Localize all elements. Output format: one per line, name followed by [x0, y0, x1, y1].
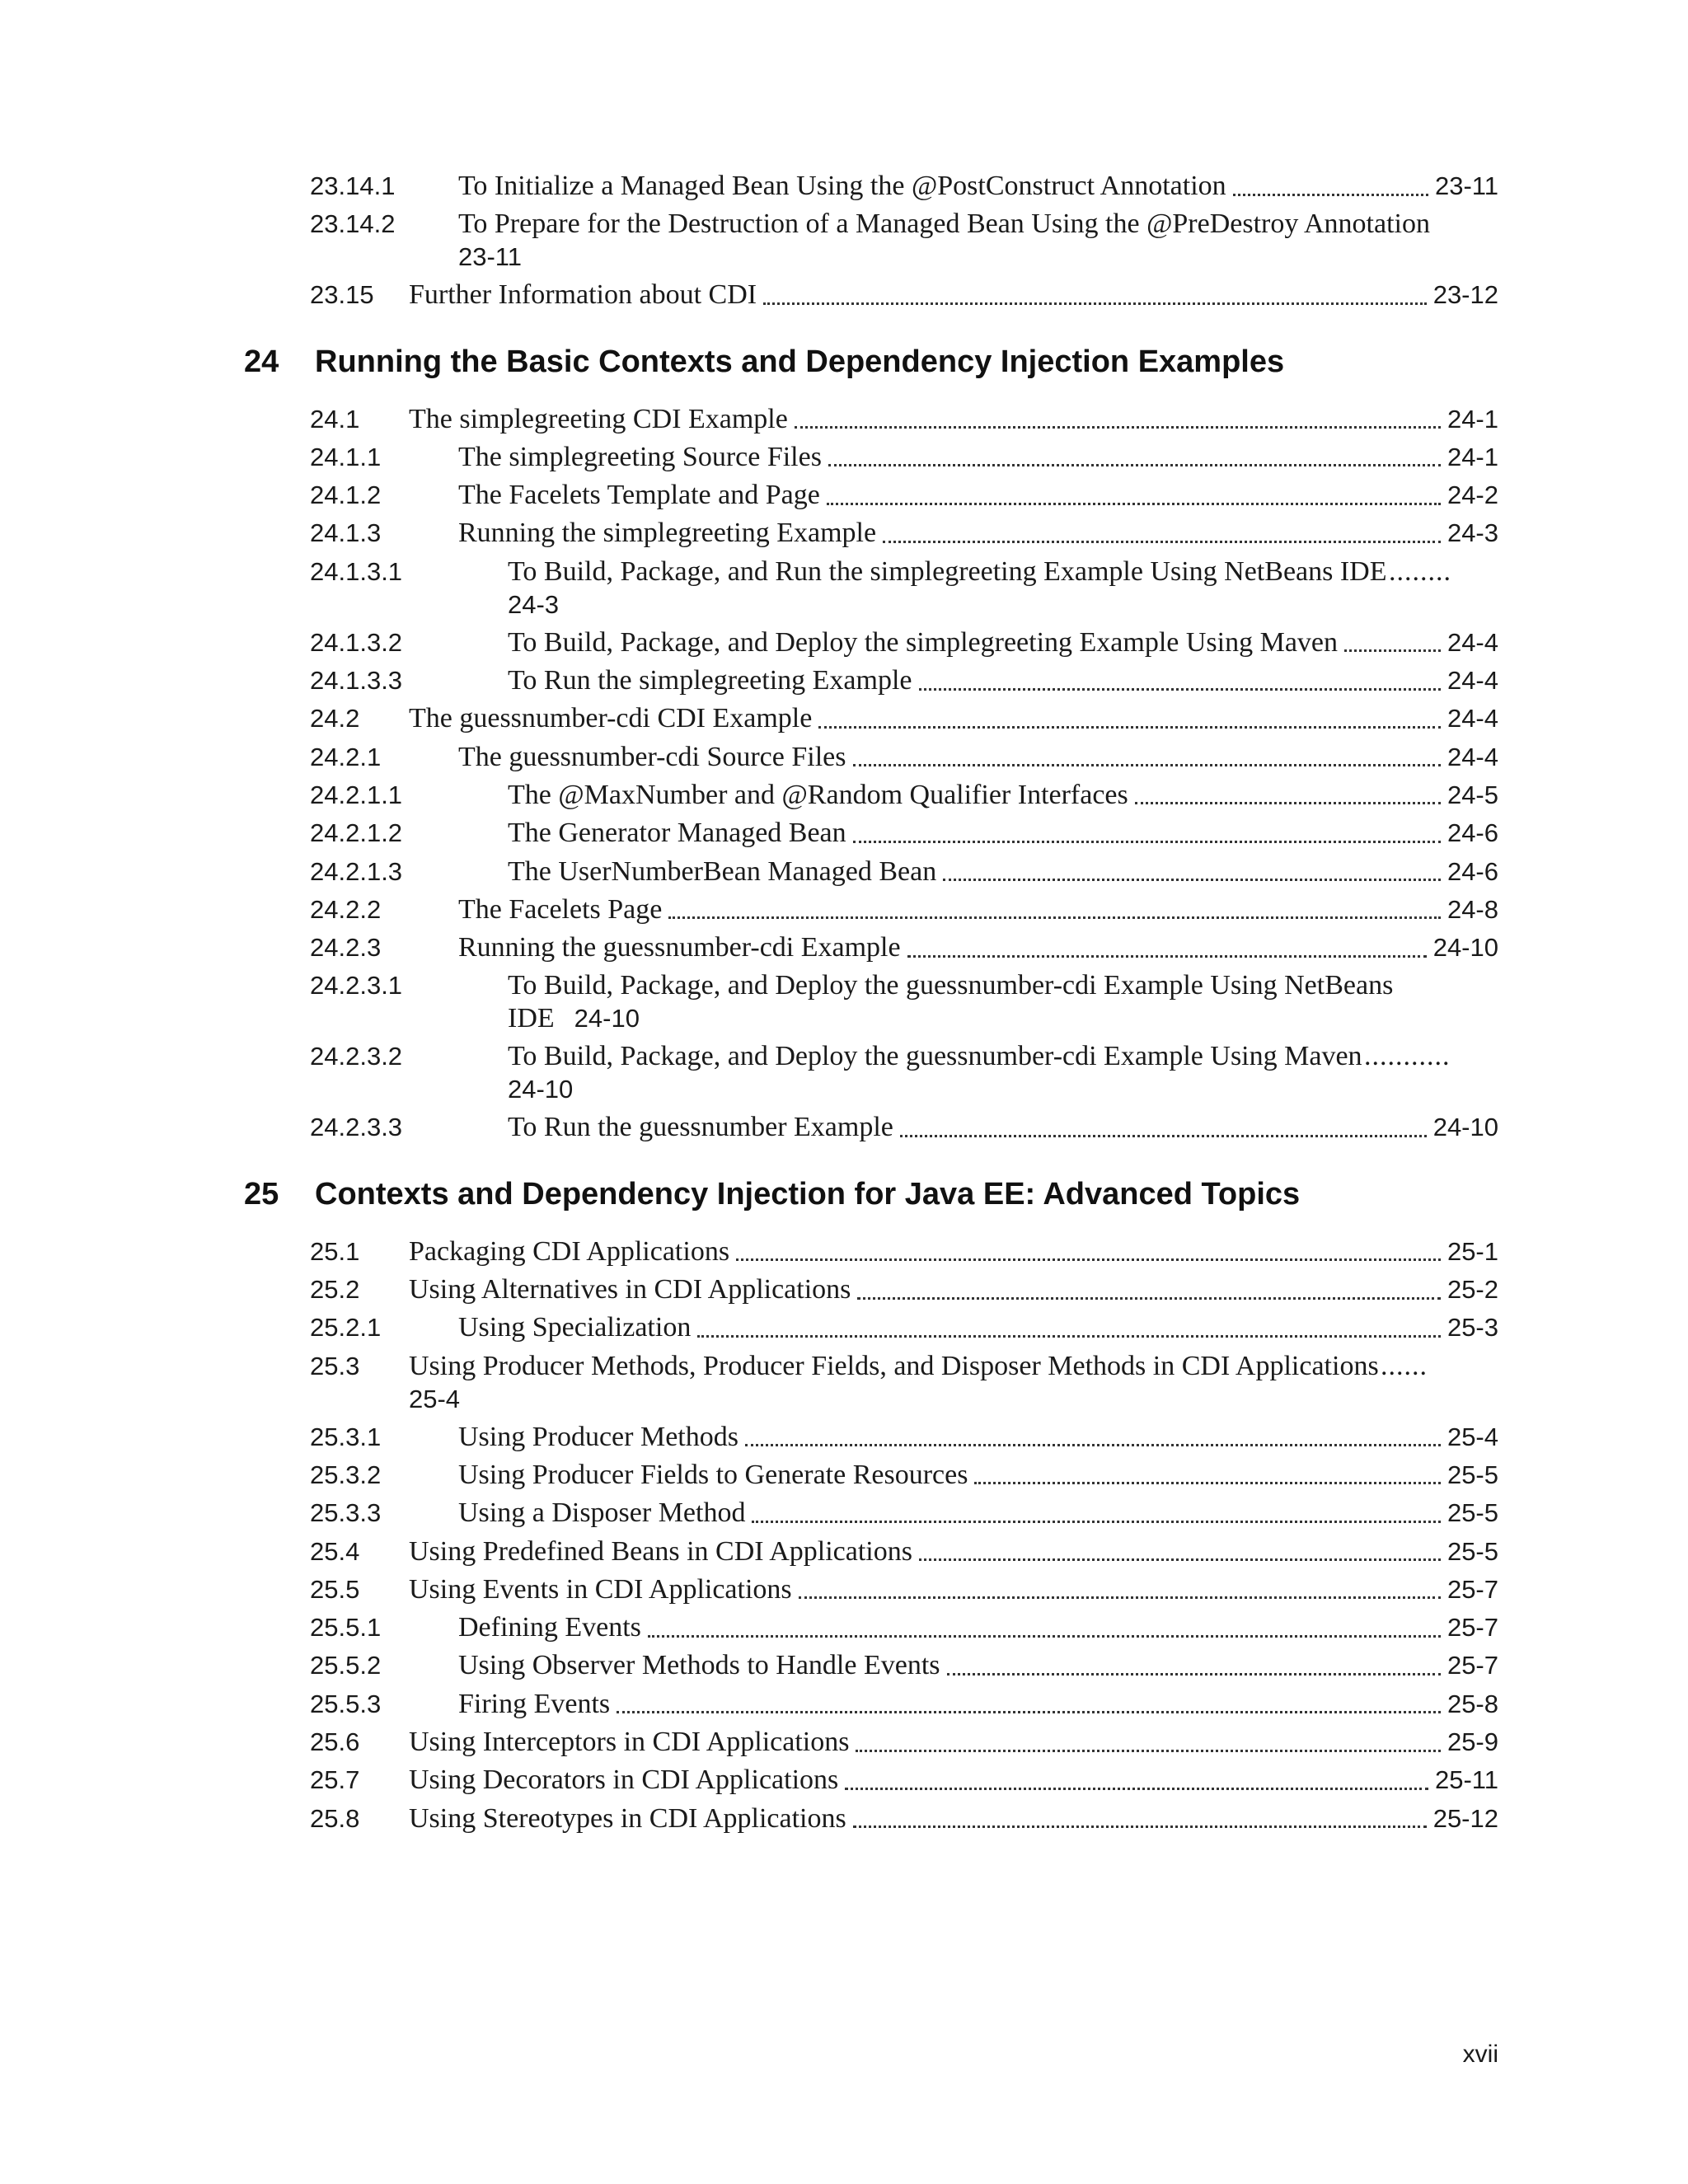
section-number: 24.2.1.3 [310, 856, 403, 886]
toc-entry-line [409, 1273, 1498, 1306]
section-number: 23.14.2 [310, 209, 396, 239]
toc-entry-line [508, 626, 1498, 659]
toc-entry[interactable] [0, 555, 1688, 626]
section-number: 25.7 [310, 1765, 360, 1795]
page-ref[interactable]: 24-4 [1447, 704, 1498, 733]
section-number: 24.2.3.3 [310, 1113, 403, 1142]
toc-entry[interactable] [0, 1350, 1688, 1421]
toc-entry-line [458, 1459, 1498, 1492]
section-title[interactable]: To Prepare for the Destruction of a Managed Bean Using the @PreDestroy Annotation [458, 209, 1430, 240]
toc-entry[interactable] [0, 626, 1688, 664]
page-ref[interactable]: 24-8 [1447, 894, 1498, 924]
page-ref[interactable]: 23-11 [1435, 171, 1498, 200]
dot-leader [974, 1482, 1440, 1484]
section-title[interactable]: The @MaxNumber and @Random Qualifier Interfaces [508, 779, 1128, 810]
page-ref[interactable]: 24-6 [1447, 856, 1498, 886]
toc-entry-line [409, 1535, 1498, 1568]
dot-leader [697, 1335, 1441, 1338]
toc-entry[interactable] [0, 969, 1688, 1040]
toc-entry[interactable] [0, 1535, 1688, 1573]
toc-entry-line [458, 1649, 1498, 1682]
section-title[interactable]: Using Events in CDI Applications [409, 1573, 792, 1605]
page-ref[interactable]: 24-3 [508, 589, 560, 619]
section-title[interactable]: Packaging CDI Applications [409, 1235, 730, 1267]
dot-leader [799, 1596, 1441, 1599]
section-title[interactable]: The guessnumber-cdi Source Files [458, 741, 846, 772]
toc-entry[interactable] [0, 1726, 1688, 1764]
page-ref[interactable]: 23-11 [458, 242, 522, 272]
dot-leader [795, 426, 1441, 429]
toc-entry-continuation [508, 588, 559, 621]
dot-leader [745, 1444, 1441, 1446]
section-number: 25.1 [310, 1236, 360, 1266]
section-number: 24.1.1 [310, 442, 382, 471]
table-of-contents [0, 170, 1688, 1840]
page-ref[interactable]: 24-1 [1447, 404, 1498, 434]
section-title[interactable]: The Facelets Template and Page [458, 480, 820, 511]
toc-entry-line [508, 1111, 1498, 1144]
dot-leader [919, 688, 1441, 691]
toc-entry-line [458, 741, 1498, 774]
dot-leader [1344, 649, 1441, 652]
section-number: 24.1.3.3 [310, 666, 403, 696]
section-number: 25.8 [310, 1803, 360, 1833]
dot-leader [1135, 802, 1441, 804]
section-number: 25.5.2 [310, 1651, 382, 1680]
page-ref[interactable]: 24-5 [1447, 780, 1498, 809]
section-title[interactable]: The Facelets Page [458, 893, 663, 925]
toc-entry[interactable] [0, 702, 1688, 740]
toc-entry-line [409, 403, 1498, 436]
toc-entry-line [409, 1764, 1498, 1797]
section-number: 25.3.2 [310, 1460, 382, 1489]
page-ref[interactable]: 24-6 [1447, 818, 1498, 848]
chapter-heading [0, 317, 1688, 403]
toc-entry[interactable] [0, 1764, 1688, 1802]
page-ref[interactable]: 25-2 [1447, 1275, 1498, 1305]
section-title[interactable]: Using Producer Methods, Producer Fields, and Disposer Methods in CDI Applications [409, 1350, 1379, 1381]
chapter-title[interactable]: Contexts and Dependency Injection for Java EE: Advanced Topics [315, 1176, 1301, 1212]
section-number: 23.14.1 [310, 171, 396, 200]
section-title[interactable]: Using Stereotypes in CDI Applications [409, 1802, 846, 1834]
section-number: 23.15 [310, 280, 374, 310]
toc-entry-continuation [508, 1073, 573, 1106]
section-number: 24.2.1.1 [310, 780, 403, 809]
section-title[interactable]: Running the guessnumber-cdi Example [458, 932, 901, 963]
toc-entry-line [409, 702, 1498, 735]
dot-leader [1233, 194, 1428, 196]
page-ref[interactable]: 24-10 [574, 1004, 640, 1033]
toc-entry[interactable] [0, 1611, 1688, 1649]
toc-entry-line [508, 817, 1498, 850]
toc-entry[interactable] [0, 855, 1688, 893]
section-title[interactable]: To Build, Package, and Run the simplegreeting Example Using NetBeans IDE [508, 555, 1387, 587]
toc-entry-line [458, 1311, 1498, 1344]
page-ref[interactable]: 24-1 [1447, 442, 1498, 471]
section-number: 25.3.3 [310, 1498, 382, 1528]
toc-entry[interactable] [0, 517, 1688, 555]
page-ref[interactable]: 25-7 [1447, 1651, 1498, 1680]
toc-entry[interactable] [0, 1573, 1688, 1611]
section-number: 24.1.2 [310, 480, 382, 510]
section-title[interactable]: Defining Events [458, 1612, 641, 1643]
toc-entry-continuation [508, 1002, 640, 1035]
page-ref[interactable]: 25-7 [1447, 1613, 1498, 1643]
dot-leader [857, 1297, 1441, 1300]
dot-leader [818, 726, 1441, 729]
page-ref[interactable]: 25-11 [1435, 1765, 1498, 1795]
section-number: 24.2 [310, 704, 360, 733]
page-ref[interactable]: 25-5 [1447, 1536, 1498, 1566]
dot-leader [853, 764, 1441, 766]
toc-entry[interactable] [0, 170, 1688, 208]
section-title[interactable]: Using Decorators in CDI Applications [409, 1765, 839, 1796]
page-ref[interactable]: 23-12 [1432, 280, 1498, 310]
section-title[interactable]: To Build, Package, and Deploy the guessnumber-cdi Example Using NetBeans [508, 970, 1394, 1001]
section-title[interactable]: Using Producer Fields to Generate Resources [458, 1459, 968, 1490]
page-ref[interactable]: 24-4 [1447, 627, 1498, 657]
page-ref[interactable]: 25-4 [1447, 1422, 1498, 1451]
section-number: 24.1.3.1 [310, 556, 403, 586]
section-number: 24.2.3.1 [310, 971, 403, 1001]
dot-leader [853, 1825, 1427, 1828]
page-ref[interactable]: 25-1 [1447, 1236, 1498, 1266]
dot-leader [883, 541, 1441, 543]
section-title[interactable]: Using Predefined Beans in CDI Applications [409, 1535, 912, 1567]
toc-entry[interactable] [0, 208, 1688, 279]
section-number: 24.1.3.2 [310, 627, 403, 657]
toc-entry[interactable] [0, 279, 1688, 316]
chapter-heading [0, 1150, 1688, 1235]
section-title[interactable]: Using Specialization [458, 1312, 692, 1343]
toc-entry-line [458, 479, 1498, 512]
dot-leader: ........... [1364, 1041, 1451, 1072]
toc-entry[interactable] [0, 1235, 1688, 1273]
section-title[interactable]: To Build, Package, and Deploy the simplegreeting Example Using Maven [508, 626, 1339, 658]
section-title[interactable]: Using Interceptors in CDI Applications [409, 1727, 850, 1758]
section-number: 25.5.1 [310, 1613, 382, 1643]
section-title[interactable]: To Build, Package, and Deploy the guessnumber-cdi Example Using Maven [508, 1041, 1362, 1072]
section-title[interactable]: The UserNumberBean Managed Bean [508, 855, 937, 887]
toc-entry[interactable] [0, 779, 1688, 817]
dot-leader [856, 1750, 1440, 1752]
toc-entry[interactable] [0, 931, 1688, 969]
section-number: 25.2 [310, 1275, 360, 1305]
section-title[interactable]: Running the simplegreeting Example [458, 518, 877, 549]
dot-leader: ...... [1381, 1350, 1428, 1381]
chapter-number: 25 [244, 1176, 279, 1212]
toc-entry-line [458, 170, 1498, 203]
dot-leader [827, 503, 1441, 505]
page-ref[interactable]: 24-4 [1447, 666, 1498, 696]
toc-entry-line [458, 1497, 1498, 1530]
toc-entry[interactable] [0, 1421, 1688, 1459]
chapter-number: 24 [244, 344, 279, 379]
toc-entry-line [458, 1421, 1498, 1454]
toc-entry[interactable] [0, 479, 1688, 517]
section-title[interactable]: Using Observer Methods to Handle Events [458, 1650, 940, 1681]
page-ref[interactable]: 25-7 [1447, 1574, 1498, 1604]
toc-entry-line [458, 893, 1498, 926]
page-ref[interactable]: 25-8 [1447, 1689, 1498, 1718]
section-number: 24.2.2 [310, 894, 382, 924]
toc-entry-line [409, 1726, 1498, 1759]
section-title[interactable]: To Initialize a Managed Bean Using the @PostConstruct Annotation [458, 171, 1226, 201]
page-ref[interactable]: 24-4 [1447, 742, 1498, 771]
toc-entry[interactable] [0, 664, 1688, 702]
toc-entry-line [458, 441, 1498, 474]
toc-entry[interactable] [0, 1649, 1688, 1687]
section-title[interactable]: Using a Disposer Method [458, 1497, 746, 1529]
dot-leader [648, 1635, 1441, 1638]
dot-leader [947, 1673, 1441, 1675]
toc-entry[interactable] [0, 817, 1688, 855]
dot-leader [907, 955, 1427, 958]
dot-leader: ........ [1389, 555, 1451, 587]
toc-entry-line [409, 1573, 1498, 1606]
toc-entry[interactable] [0, 1497, 1688, 1535]
toc-entry-line [458, 1611, 1498, 1644]
dot-leader [828, 464, 1441, 466]
toc-entry[interactable] [0, 741, 1688, 779]
section-number: 25.3.1 [310, 1422, 382, 1451]
toc-entry[interactable] [0, 1111, 1688, 1149]
toc-entry-line [409, 1235, 1498, 1268]
toc-entry[interactable] [0, 1040, 1688, 1111]
toc-entry[interactable] [0, 1311, 1688, 1349]
page-ref[interactable]: 25-9 [1447, 1727, 1498, 1757]
toc-entry-continuation [458, 241, 522, 274]
page-ref[interactable]: 25-5 [1447, 1498, 1498, 1528]
toc-entry-line [508, 779, 1498, 812]
toc-entry[interactable] [0, 441, 1688, 479]
section-number: 25.6 [310, 1727, 360, 1757]
toc-entry-continuation [409, 1383, 460, 1416]
section-number: 24.2.3 [310, 933, 382, 963]
toc-entry[interactable] [0, 1802, 1688, 1840]
toc-entry[interactable] [0, 893, 1688, 931]
section-number: 25.5.3 [310, 1689, 382, 1718]
section-number: 25.3 [310, 1351, 360, 1380]
section-title[interactable]: To Run the simplegreeting Example [508, 665, 912, 696]
section-number: 24.2.1.2 [310, 818, 403, 848]
section-title[interactable]: Further Information about CDI [409, 279, 757, 311]
toc-entry-line [458, 517, 1498, 550]
toc-entry[interactable] [0, 403, 1688, 441]
chapter-title[interactable]: Running the Basic Contexts and Dependency Injection Examples [315, 344, 1285, 379]
section-number: 24.1.3 [310, 518, 382, 548]
dot-leader [736, 1258, 1441, 1261]
dot-leader [668, 916, 1441, 919]
page-ref[interactable]: 25-5 [1447, 1460, 1498, 1489]
section-number: 24.2.1 [310, 742, 382, 771]
page-ref[interactable]: 25-4 [409, 1384, 461, 1413]
page-number: xvii [1462, 2041, 1498, 2068]
section-title[interactable]: Firing Events [458, 1688, 611, 1719]
toc-entry-line [409, 1802, 1498, 1835]
page-ref[interactable]: 25-3 [1447, 1313, 1498, 1343]
dot-leader [617, 1711, 1441, 1713]
dot-leader [853, 841, 1441, 843]
section-title[interactable]: The Generator Managed Bean [508, 818, 846, 849]
page-ref[interactable]: 24-3 [1447, 518, 1498, 548]
dot-leader [763, 302, 1427, 305]
section-number: 25.5 [310, 1574, 360, 1604]
toc-entry-line [458, 1688, 1498, 1721]
section-number: 24.1 [310, 404, 360, 434]
toc-entry-line [458, 931, 1498, 964]
section-title[interactable]: The simplegreeting Source Files [458, 441, 822, 472]
dot-leader [919, 1558, 1441, 1561]
toc-entry-line [508, 664, 1498, 697]
dot-leader [845, 1788, 1428, 1790]
page-ref[interactable]: 24-2 [1447, 480, 1498, 510]
section-title[interactable]: The guessnumber-cdi CDI Example [409, 703, 813, 734]
dot-leader [900, 1135, 1427, 1137]
toc-entry[interactable] [0, 1688, 1688, 1726]
section-title[interactable]: Using Alternatives in CDI Applications [409, 1274, 851, 1305]
toc-entry[interactable] [0, 1459, 1688, 1497]
toc-entry-line [508, 855, 1498, 888]
page-ref[interactable]: 24-10 [508, 1075, 574, 1104]
section-title[interactable]: The simplegreeting CDI Example [409, 403, 788, 434]
section-title[interactable]: To Run the guessnumber Example [508, 1112, 893, 1143]
page-ref[interactable]: 24-10 [1432, 1113, 1498, 1142]
page-ref[interactable]: 25-12 [1432, 1803, 1498, 1833]
dot-leader [943, 879, 1441, 881]
section-title[interactable]: Using Producer Methods [458, 1421, 738, 1452]
section-number: 25.2.1 [310, 1313, 382, 1343]
toc-entry-line [409, 279, 1498, 312]
section-number: 24.2.3.2 [310, 1042, 403, 1071]
dot-leader [752, 1521, 1440, 1523]
page-ref[interactable]: 24-10 [1432, 933, 1498, 963]
section-number: 25.4 [310, 1536, 360, 1566]
section-title-continuation[interactable]: IDE [508, 1003, 555, 1034]
toc-entry[interactable] [0, 1273, 1688, 1311]
